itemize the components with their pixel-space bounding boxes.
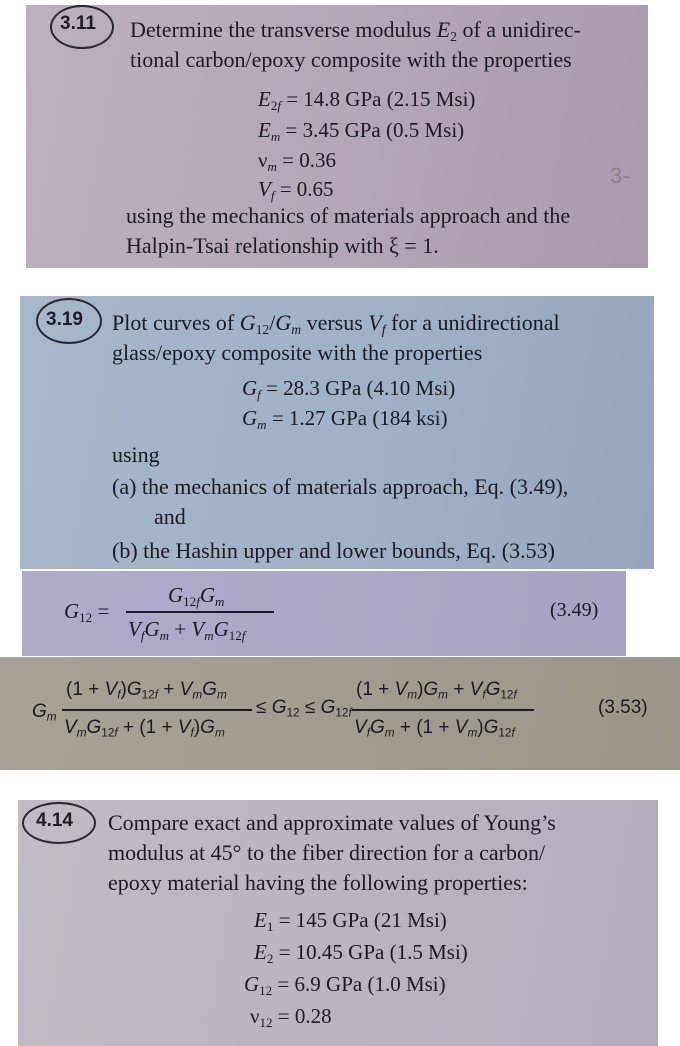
property-gm: $G_m = 1.27$ GPa (184 ksi) xyxy=(242,406,448,432)
problem-number: 3.19 xyxy=(46,309,83,330)
equation-3-53 xyxy=(0,657,680,770)
problem-3-11 xyxy=(26,5,648,268)
fraction-numerator: $G_{12f}G_m$ xyxy=(168,583,225,609)
list-item-and: and xyxy=(154,504,186,529)
equation-3-49 xyxy=(22,571,626,656)
fraction-denominator: $V_fG_m + V_mG_{12f}$ xyxy=(128,617,246,643)
problem-3-19 xyxy=(20,296,654,569)
equation-lhs: $G_{12}$ = xyxy=(64,599,110,625)
upper-bound-denominator: $V_fG_m + (1 + V_m)G_{12f}$ xyxy=(354,717,515,740)
property-g12: $G_{12} = 6.9$ GPa (1.0 Msi) xyxy=(244,972,446,998)
equation-number: (3.53) xyxy=(598,697,648,718)
fraction-bar xyxy=(62,709,252,711)
problem-text-line: Halpin-Tsai relationship with ξ = 1. xyxy=(126,233,439,258)
equation-left-factor: $G_m$ xyxy=(32,701,57,724)
fraction-bar xyxy=(126,611,274,613)
property-e1: $E_1 = 145$ GPa (21 Msi) xyxy=(254,908,447,934)
lower-bound-denominator: $V_mG_{12f} + (1 + V_f)G_m$ xyxy=(64,717,225,740)
problem-text-line: Determine the transverse modulus $E_2$ of a unidirec- xyxy=(130,17,581,45)
problem-text-line: using xyxy=(112,442,160,467)
list-item-b: (b) the Hashin upper and lower bounds, Eq. (3.53) xyxy=(112,538,555,563)
fraction-bar xyxy=(352,709,534,711)
problem-text-line: using the mechanics of materials approach and the xyxy=(126,203,571,228)
problem-text-line: Plot curves of $G_{12}/G_m$ versus $V_f$ for a unidirectional xyxy=(112,310,560,338)
property-e2f: $E_{2f} = 14.8$ GPa (2.15 Msi) xyxy=(258,87,476,113)
problem-number: 3.11 xyxy=(60,13,96,34)
lower-bound-numerator: $(1 + V_f)G_{12f} + V_mG_m$ xyxy=(66,679,227,702)
problem-text-line: glass/epoxy composite with the properties xyxy=(112,340,483,365)
property-em: $E_m = 3.45$ GPa (0.5 Msi) xyxy=(258,118,465,144)
property-vf: $V_f = 0.65$ xyxy=(258,177,334,203)
problem-text-line: epoxy material having the following properties: xyxy=(108,870,528,895)
problem-text-line: tional carbon/epoxy composite with the properties xyxy=(130,47,572,72)
list-item-a: (a) the mechanics of materials approach, Eq. (3.49), xyxy=(112,474,569,499)
property-e2: $E_2 = 10.45$ GPa (1.5 Msi) xyxy=(254,940,468,966)
problem-4-14 xyxy=(18,800,658,1046)
problem-number: 4.14 xyxy=(36,810,73,831)
problem-text-line: modulus at 45° to the fiber direction for a carbon/ xyxy=(108,840,546,865)
equation-number: (3.49) xyxy=(550,599,599,621)
property-nu12: $\nu_{12} = 0.28$ xyxy=(250,1004,332,1030)
property-gf: $G_f = 28.3$ GPa (4.10 Msi) xyxy=(242,376,456,402)
handwritten-margin-note: 3- xyxy=(610,163,630,188)
problem-text-line: Compare exact and approximate values of Young’s xyxy=(108,810,556,835)
equation-middle: ≤ $G_{12} \le G_{12f}$ xyxy=(256,697,352,720)
property-num: $\nu_m = 0.36$ xyxy=(258,148,336,174)
upper-bound-numerator: $(1 + V_m)G_m + V_fG_{12f}$ xyxy=(356,679,517,702)
